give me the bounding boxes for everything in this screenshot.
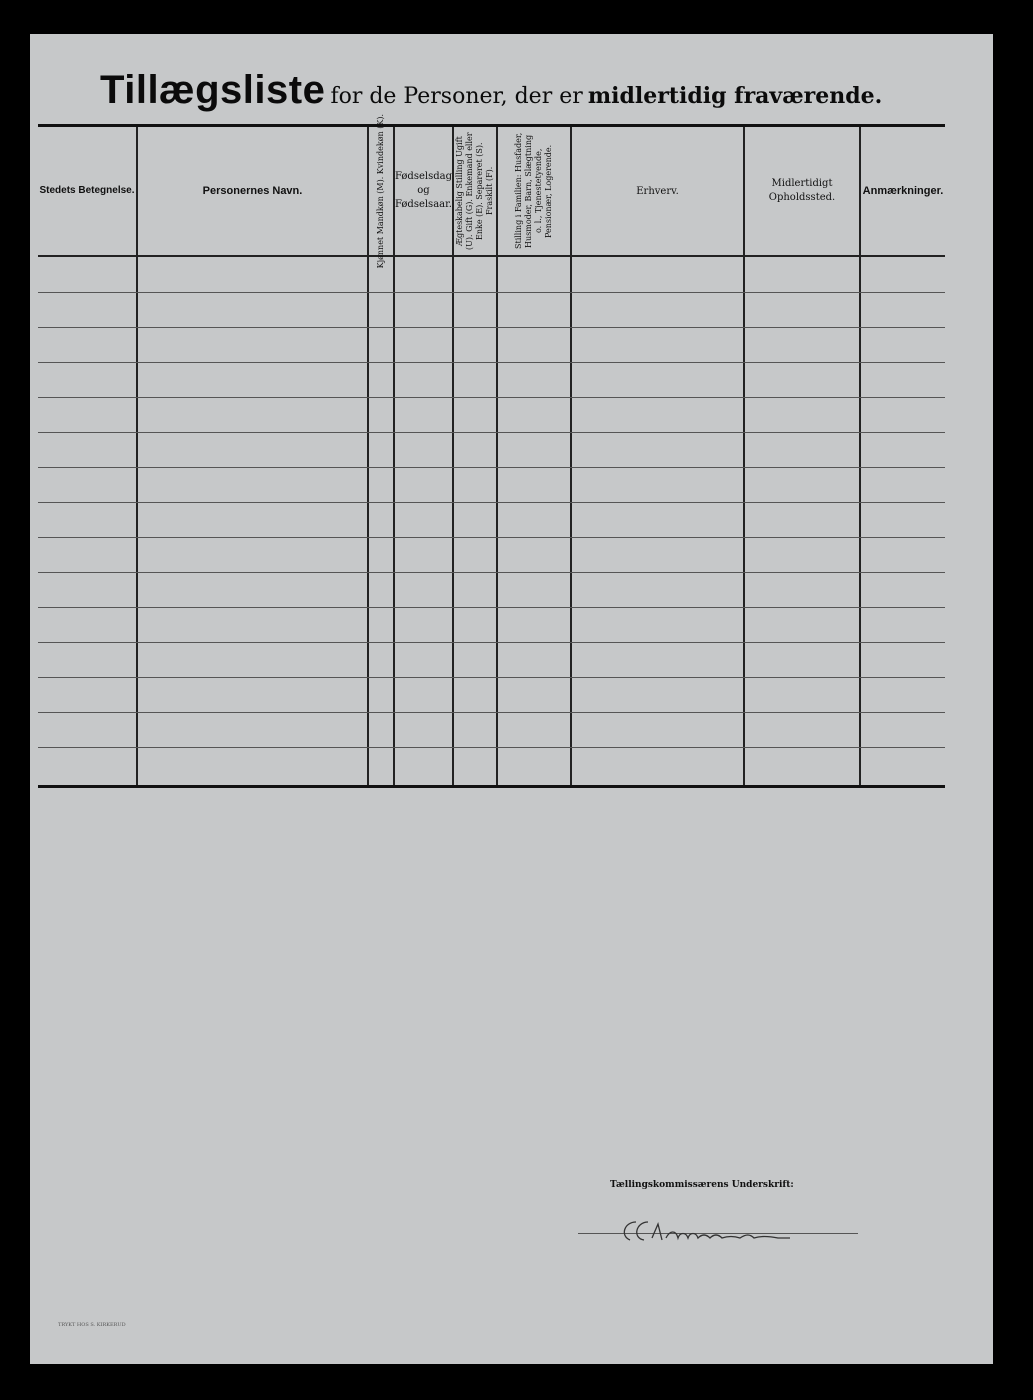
header-fodselsdag: Fødselsdag og Fødselsaar. bbox=[395, 171, 452, 210]
header-bottom-rule bbox=[38, 255, 945, 257]
table-row bbox=[38, 747, 945, 748]
header-stedets-betegnelse: Stedets Betegnelse. bbox=[39, 185, 135, 196]
table-bottom-rule bbox=[38, 785, 945, 788]
table-row bbox=[38, 362, 945, 363]
title-main: Tillægsliste bbox=[100, 68, 326, 112]
title-part1: for de Personer, der er bbox=[330, 84, 583, 109]
census-table bbox=[38, 113, 945, 788]
table-row bbox=[38, 502, 945, 503]
header-stilling-i-familien: Stilling i Familien: Husfader, Husmoder, Barn, Slægtning o. l., Tjenestetyende, Pensionær, Logerende. bbox=[514, 132, 553, 250]
table-row bbox=[38, 712, 945, 713]
table-row bbox=[38, 537, 945, 538]
table-row bbox=[38, 467, 945, 468]
column-divider bbox=[136, 127, 138, 785]
title-emphasis: midlertidig fraværende. bbox=[587, 83, 883, 109]
column-divider bbox=[496, 127, 498, 785]
header-anmaerkninger: Anmærkninger. bbox=[862, 185, 944, 197]
table-row bbox=[38, 397, 945, 398]
header-erhverv: Erhverv. bbox=[636, 185, 679, 197]
column-divider bbox=[570, 127, 572, 785]
table-row bbox=[38, 327, 945, 328]
column-divider bbox=[859, 127, 861, 785]
printer-stamp: TRYKT HOS S. KIRKERUD bbox=[58, 1322, 126, 1328]
column-divider bbox=[393, 127, 395, 785]
form-title bbox=[100, 68, 882, 113]
signature-label: Tællingskommissærens Underskrift: bbox=[610, 1180, 794, 1190]
header-aegteskabelig-stilling: Ægteskabelig Stilling Ugift (U). Gift (G). Enkemand eller Enke (E). Separeret (S). Fraskilt (F). bbox=[455, 132, 494, 250]
table-row bbox=[38, 292, 945, 293]
header-personernes-navn: Personernes Navn. bbox=[202, 185, 303, 197]
table-row bbox=[38, 677, 945, 678]
column-divider bbox=[743, 127, 745, 785]
column-divider bbox=[452, 127, 454, 785]
header-midlertidigt-opholdssted: Midlertidigt Opholdssted. bbox=[768, 178, 836, 203]
handwritten-signature bbox=[618, 1210, 818, 1250]
header-kjonnet: Kjønnet Mandkøn (M). Kvindekøn (K). bbox=[376, 113, 385, 269]
table-row bbox=[38, 642, 945, 643]
table-row bbox=[38, 607, 945, 608]
column-divider bbox=[367, 127, 369, 785]
table-row bbox=[38, 572, 945, 573]
table-row bbox=[38, 432, 945, 433]
